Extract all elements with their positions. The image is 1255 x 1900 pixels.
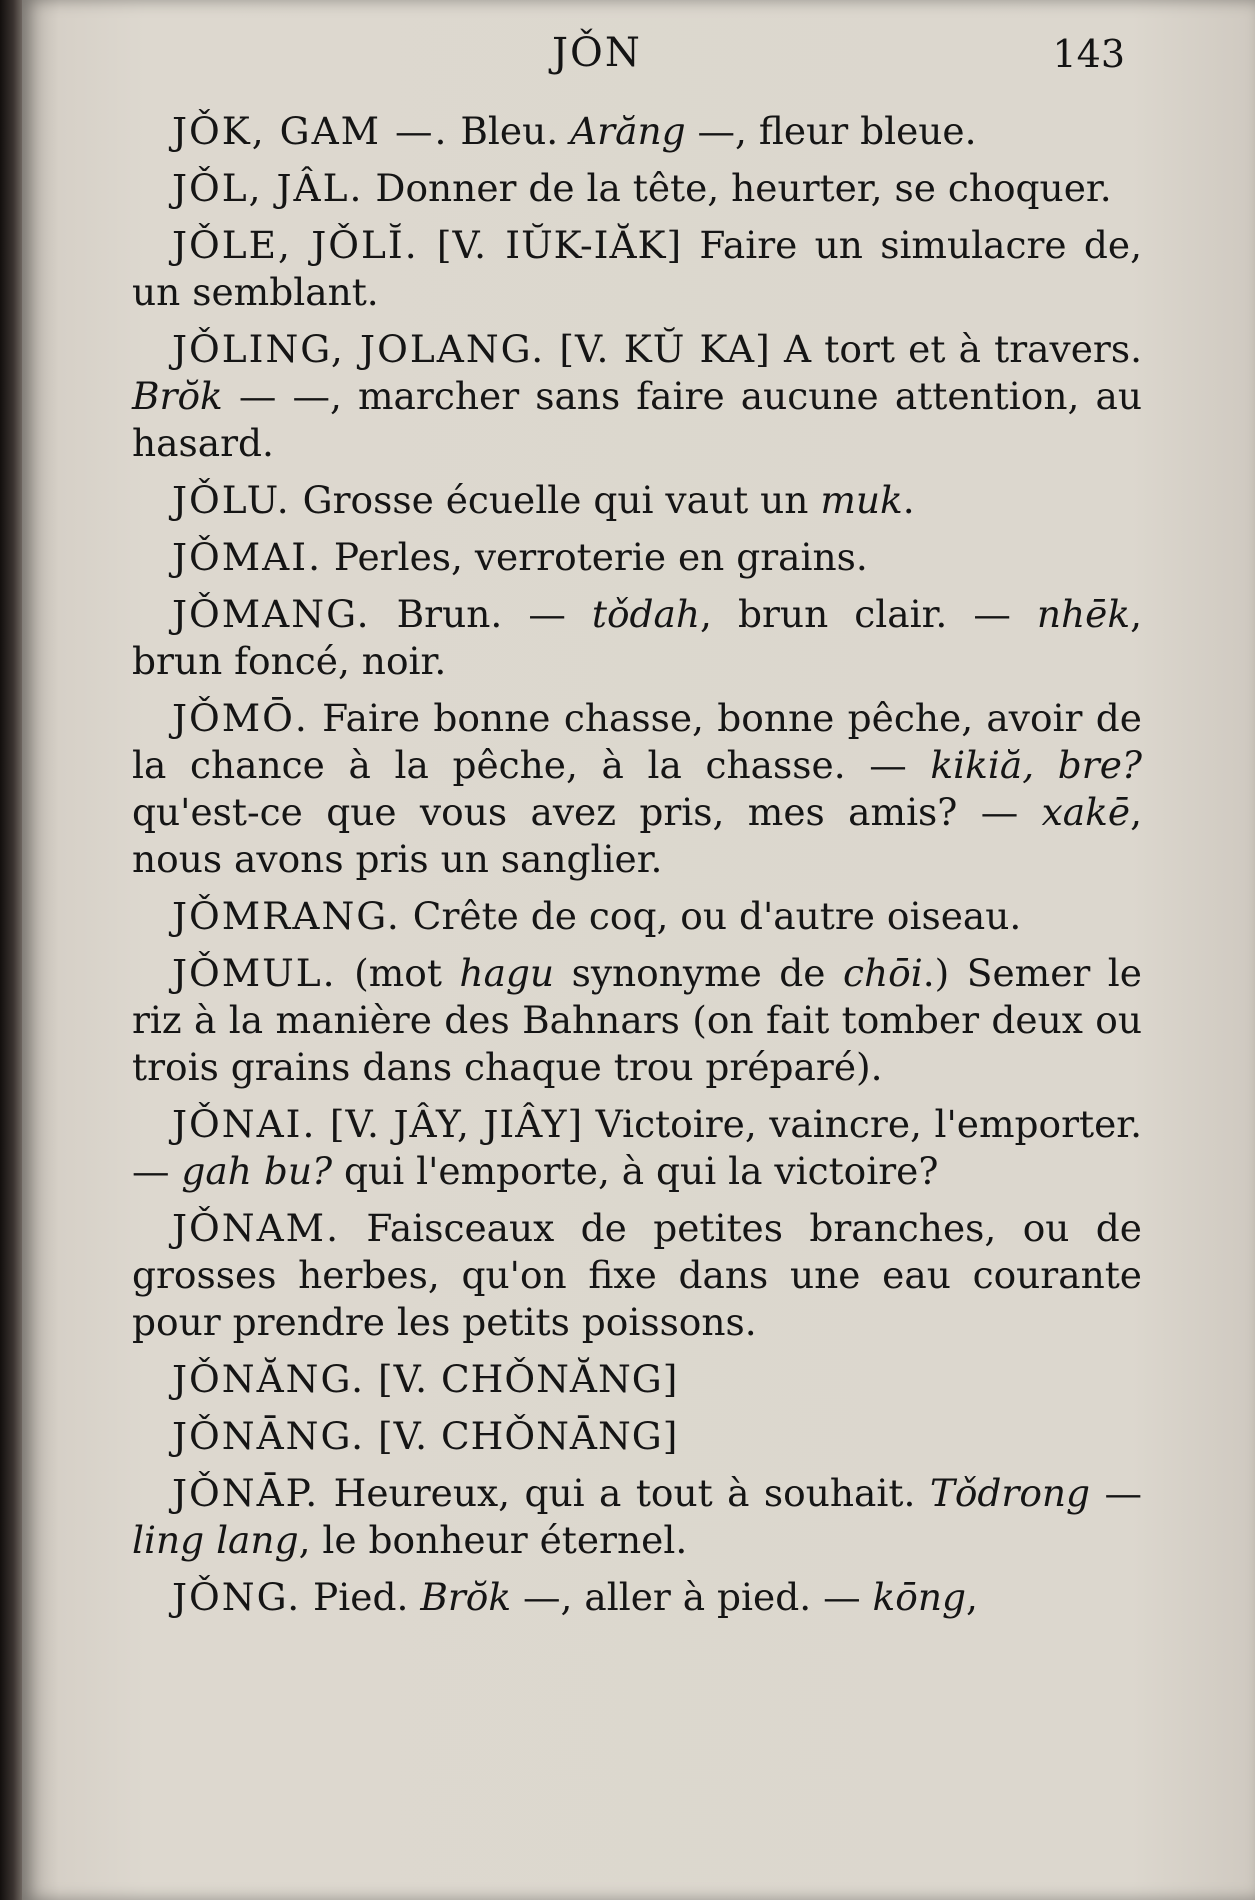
definition-text: , brun clair. —: [700, 592, 1037, 636]
book-gutter: [0, 0, 22, 1900]
definition-text: Faire bonne chasse, bonne pêche, avoir de la chance à la pêche, à la chasse. —: [132, 696, 1142, 787]
dictionary-entry: [132, 950, 1142, 1091]
definition-text: Victoire, vaincre, l'emporter. —: [132, 1102, 1142, 1193]
dictionary-entry: [132, 534, 1142, 581]
headword: JǑLU.: [172, 478, 291, 522]
example-italic: xakē: [1041, 790, 1131, 834]
dictionary-entry: [132, 1470, 1142, 1564]
example-italic: hagu: [459, 951, 555, 995]
example-italic: muk: [820, 478, 903, 522]
definition-text: , brun foncé, noir.: [132, 592, 1142, 683]
example-italic: gah bu?: [181, 1149, 333, 1193]
definition-text: Pied.: [301, 1575, 421, 1619]
example-italic: nhēk: [1036, 592, 1131, 636]
dictionary-entry: [132, 165, 1142, 212]
example-italic: Tǒdrong: [929, 1471, 1091, 1515]
headword: JǑMRANG.: [172, 894, 401, 938]
definition-text: Heureux, qui a tout à souhait.: [319, 1471, 930, 1515]
dictionary-entry: [132, 1356, 1142, 1403]
book-page: [22, 0, 1255, 1900]
definition-text: —, aller à pied. —: [511, 1575, 873, 1619]
definition-text: ,: [965, 1575, 978, 1619]
headword: JǑMŌ.: [172, 696, 309, 740]
dictionary-entry: [132, 893, 1142, 940]
headword: JǑNĂNG.: [172, 1357, 366, 1401]
dictionary-entry: [132, 1574, 1142, 1621]
example-italic: Brŏk: [132, 374, 223, 418]
cross-reference: [V. KŬ KA]: [545, 327, 771, 371]
example-italic: kōng: [872, 1575, 966, 1619]
headword: JǑNAI.: [172, 1102, 317, 1146]
headword: JǑL, JÂL.: [172, 166, 364, 210]
definition-text: Grosse écuelle qui vaut un: [290, 478, 821, 522]
definition-text: Faisceaux de petites branches, ou de grosses herbes, qu'on fixe dans une eau courante pour prendre les petits poissons.: [132, 1206, 1142, 1344]
definition-text: Perles, verroterie en grains.: [322, 535, 868, 579]
definition-text: , le bonheur éternel.: [298, 1518, 688, 1562]
page-number: 143: [1052, 32, 1125, 76]
example-italic: ling lang: [132, 1518, 299, 1562]
running-head: JǑN: [552, 30, 642, 76]
headword: JǑLING, JOLANG.: [172, 327, 546, 371]
dictionary-entry: [132, 222, 1142, 316]
definition-text: — —, marcher sans faire aucune attention, au hasard.: [132, 374, 1142, 465]
headword: JǑNAM.: [172, 1206, 340, 1250]
definition-text: , nous avons pris un sanglier.: [132, 790, 1142, 881]
example-italic: tǒdah: [591, 592, 701, 636]
headword: JǑMANG.: [172, 592, 371, 636]
definition-text: qui l'emporte, à qui la victoire?: [332, 1149, 939, 1193]
definition-text: qu'est-ce que vous avez pris, mes amis? —: [132, 790, 1042, 834]
dictionary-entries: [132, 108, 1142, 1631]
definition-text: Crête de coq, ou d'autre oiseau.: [400, 894, 1022, 938]
dictionary-entry: [132, 1101, 1142, 1195]
example-italic: Arăng: [570, 109, 686, 153]
definition-text: (mot: [336, 951, 460, 995]
example-italic: Brŏk: [420, 1575, 512, 1619]
definition-text: Donner de la tête, heurter, se choquer.: [363, 166, 1112, 210]
dictionary-entry: [132, 477, 1142, 524]
dictionary-entry: [132, 108, 1142, 155]
definition-text: synonyme de: [554, 951, 843, 995]
example-italic: kikiă, bre?: [930, 743, 1142, 787]
definition-text: Bleu.: [448, 109, 571, 153]
headword: JǑNG.: [172, 1575, 302, 1619]
headword: JǑK, GAM —.: [172, 109, 449, 153]
headword: JǑMAI.: [172, 535, 322, 579]
headword: JǑLE, JǑLĬ.: [172, 223, 419, 267]
definition-text: —, fleur bleue.: [685, 109, 977, 153]
dictionary-entry: [132, 1205, 1142, 1346]
cross-reference: [V. IŬK-IĂK]: [418, 223, 683, 267]
definition-text: Brun. —: [370, 592, 592, 636]
definition-text: Faire un simulacre de, un semblant.: [132, 223, 1142, 314]
dictionary-entry: [132, 326, 1142, 467]
cross-reference: [V. JÂY, JIÂY]: [316, 1102, 584, 1146]
headword: JǑMUL.: [172, 951, 337, 995]
headword: JǑNĀNG.: [172, 1414, 366, 1458]
dictionary-entry: [132, 1413, 1142, 1460]
definition-text: —: [1090, 1471, 1143, 1515]
cross-reference: [V. CHǑNĂNG]: [365, 1357, 679, 1401]
definition-text: A tort et à travers.: [770, 327, 1142, 371]
cross-reference: [V. CHǑNĀNG]: [365, 1414, 679, 1458]
dictionary-entry: [132, 591, 1142, 685]
page-header: [22, 22, 1255, 82]
definition-text: .: [902, 478, 915, 522]
headword: JǑNĀP.: [172, 1471, 320, 1515]
definition-text: .) Semer le riz à la manière des Bahnars (on fait tomber deux ou trois grains dans chaque trou préparé).: [132, 951, 1142, 1089]
dictionary-entry: [132, 695, 1142, 883]
example-italic: chōi: [843, 951, 923, 995]
